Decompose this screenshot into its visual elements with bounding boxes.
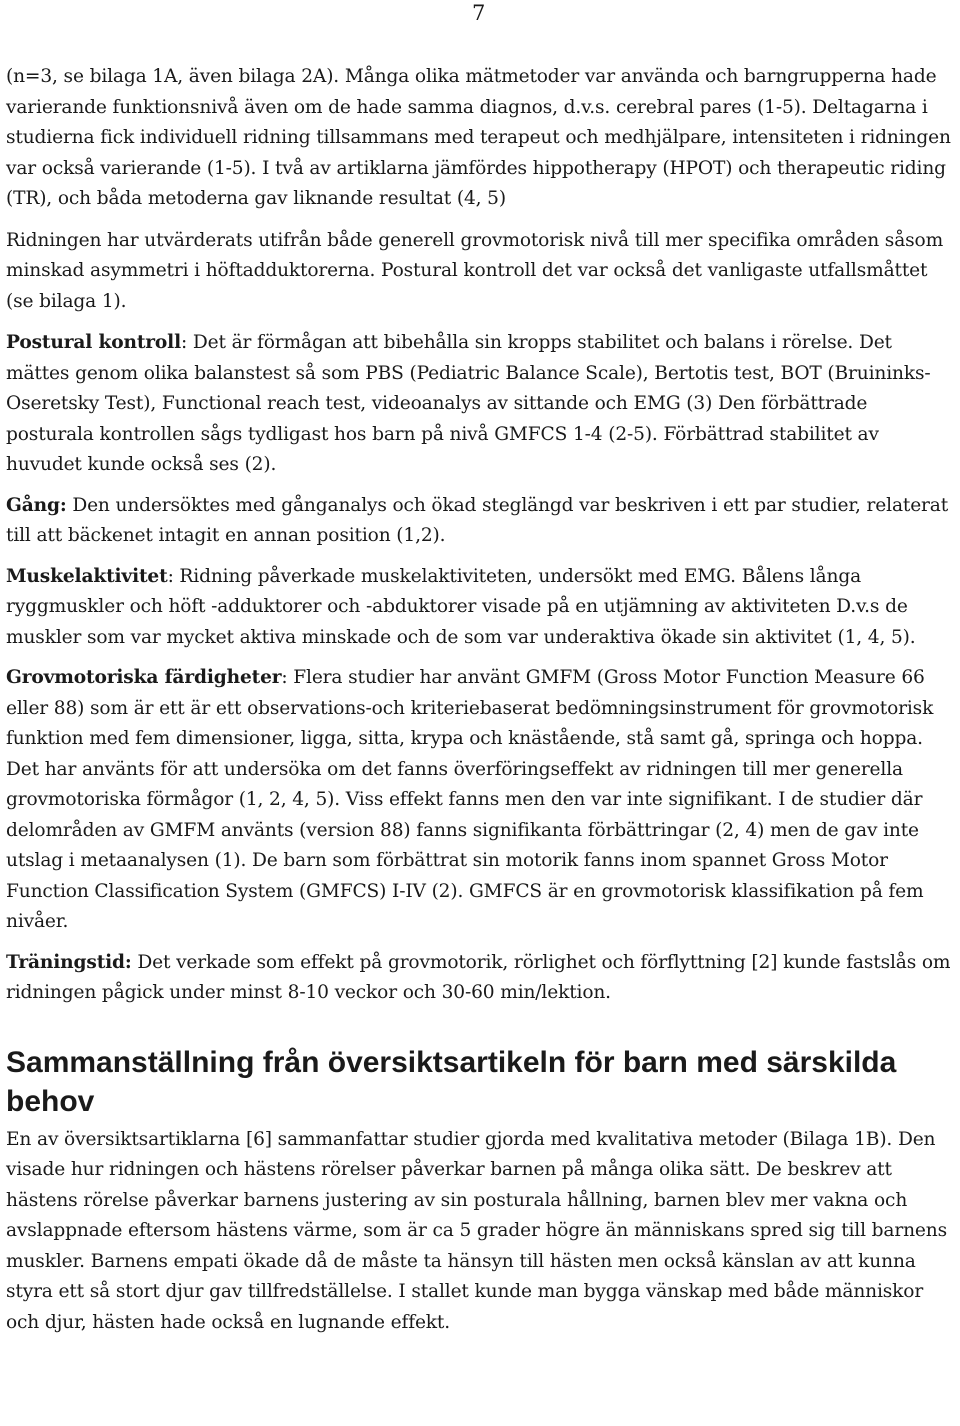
grov-paragraph — [6, 663, 956, 938]
postural-text: : Det är förmågan att bibehålla sin kropps stabilitet och balans i rörelse. Det mättes genom olika balanstest så som PBS (Pediatric Balance Scale), Bertotis test, BOT (Bruininks-Oseretsky Test), Functional reach test, videoanalys av sittande och EMG (3) Den förbättrade posturala kontrollen sågs tydligast hos barn på nivå GMFCS 1-4 (2-5). Förbättrad stabilitet av huvudet kunde också ses (2). — [6, 332, 931, 475]
gang-label: Gång: — [6, 494, 67, 516]
grov-text: : Flera studier har använt GMFM (Gross Motor Function Measure 66 eller 88) som är ett är ett observations-och kriteriebaserat bedömningsinstrument för grovmotorisk funktion med fem dimensioner, ligga, sitta, krypa och knästående, stå samt gå, springa och hoppa. Det har använts för att undersöka om det fanns överföringseffekt av ridningen till mer generella grovmotoriska förmågor (1, 2, 4, 5). Viss effekt fanns men den var inte signifikant. I de studier där delområden av GMFM använts (version 88) fanns signifikanta förbättringar (2, 4) men de gav inte utslag i metaanalysen (1). De barn som förbättrat sin motorik fanns inom spannet Gross Motor Function Classification System (GMFCS) I-IV (2). GMFCS är en grovmotorisk klassifikation på fem nivåer. — [6, 667, 934, 932]
muskel-text: : Ridning påverkade muskelaktiviteten, undersökt med EMG. Bålens långa ryggmuskler och höft -adduktorer och -abduktorer visade på en utjämning av aktiviteten D.v.s de muskler som var mycket aktiva minskade och de som var underaktiva ökade sin aktivitet (1, 4, 5). — [6, 565, 916, 648]
postural-paragraph — [6, 328, 956, 481]
grov-label: Grovmotoriska färdigheter — [6, 667, 282, 688]
muskel-label: Muskelaktivitet — [6, 565, 168, 587]
page-number: 7 — [472, 1, 486, 25]
tran-label: Träningstid: — [6, 951, 132, 973]
section-paragraph: En av översiktsartiklarna [6] sammanfattar studier gjorda med kvalitativa metoder (Bilaga 1B). Den visade hur ridningen och hästens rörelser påverkar barnen på många olika sätt. De beskrev att hästens rörelse påverkar barnens justering av sin posturala hållning, barnen blev mer vakna och avslappnade eftersom hästens värme, som är ca 5 grader högre än människans spred sig till barnens muskler. Barnens empati ökade då de måste ta hänsyn till hästen men också känslan av att kunna styra ett så stort djur gav tillfredställelse. I stallet kunde man bygga vänskap med både människor och djur, hästen hade också en lugnande effekt. — [6, 1128, 947, 1333]
document-body — [6, 62, 956, 1338]
gang-paragraph — [6, 491, 956, 552]
tran-text: Det verkade som effekt på grovmotorik, rörlighet och förflyttning [2] kunde fastslås om ridningen pågick under minst 8-10 veckor och 30-60 min/lektion. — [6, 951, 951, 1003]
intro-paragraph: (n=3, se bilaga 1A, även bilaga 2A). Många olika mätmetoder var använda och barngrupperna hade varierande funktionsnivå även om de hade samma diagnos, d.v.s. cerebral pares (1-5). Deltagarna i studierna fick individuell ridning tillsammans med terapeut och medhjälpare, intensiteten i ridningen var också varierande (1-5). I två av artiklarna jämfördes hippotherapy (HPOT) och therapeutic riding (TR), och båda metoderna gav liknande resultat (4, 5) — [6, 66, 951, 209]
muskel-paragraph — [6, 562, 956, 654]
section-heading: Sammanställning från översiktsartikeln för barn med särskilda behov — [6, 1045, 897, 1118]
evaluation-paragraph: Ridningen har utvärderats utifrån både generell grovmotorisk nivå till mer specifika områden såsom minskad asymmetri i höftadduktorerna. Postural kontroll det var också det vanligaste utfallsmåttet (se bilaga 1). — [6, 229, 944, 312]
postural-label: Postural kontroll — [6, 332, 182, 353]
gang-text: Den undersöktes med gånganalys och ökad steglängd var beskriven i ett par studier, relaterat till att bäckenet intagit en annan position (1,2). — [6, 494, 949, 546]
tran-paragraph — [6, 948, 956, 1009]
